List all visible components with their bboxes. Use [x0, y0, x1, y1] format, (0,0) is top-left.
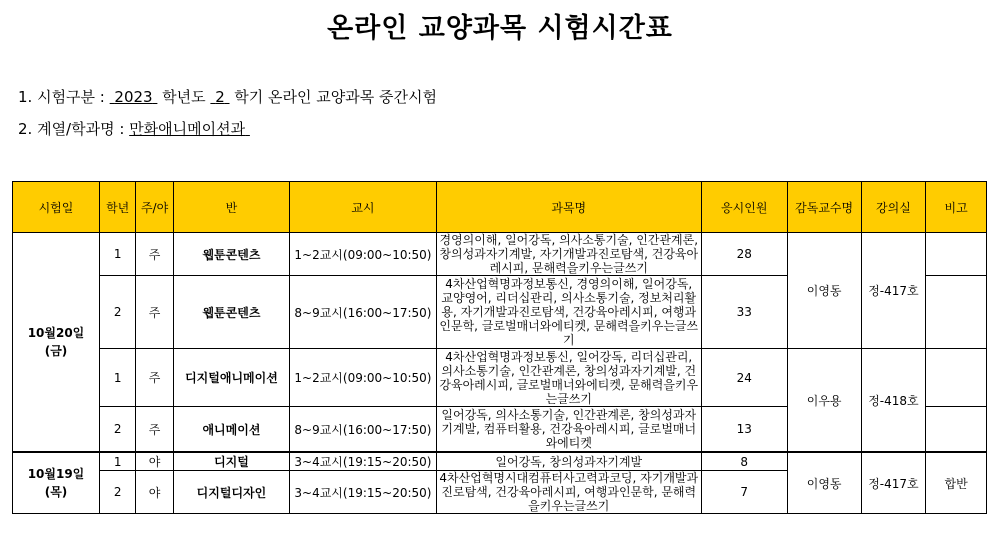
day-night-cell: 주: [136, 407, 173, 453]
period-cell: 3~4교시(19:15~20:50): [290, 452, 437, 471]
subjects-cell: 경영의이해, 일어강독, 의사소통기술, 인간관계론, 창의성과자기계발, 자기개발과진로탐색, 건강육아레시피, 문해력을키우는글쓰기: [436, 233, 701, 276]
period-cell: 1~2교시(09:00~10:50): [290, 233, 437, 276]
day-night-cell: 주: [136, 349, 173, 407]
department-name: 만화애니메이션과: [129, 120, 246, 138]
header-subjects: 과목명: [436, 182, 701, 233]
subjects-cell: 일어강독, 창의성과자기계발: [436, 452, 701, 471]
exam-type-line: [18, 86, 437, 107]
exam-year-suffix: 학년도: [157, 88, 211, 106]
subjects-cell: 4차산업혁명과정보통신, 경영의이해, 일어강독, 교양영어, 리더십관리, 의사소통기술, 정보처리활용, 자기개발과진로탐색, 건강육아레시피, 여행과인문학, 글로벌매너와에티켓, 문해력을키우는글쓰기: [436, 276, 701, 349]
period-cell: 1~2교시(09:00~10:50): [290, 349, 437, 407]
department-line: [18, 118, 250, 139]
grade-cell: 1: [99, 349, 135, 407]
class-cell: 웹툰콘텐츠: [173, 233, 289, 276]
count-cell: 24: [701, 349, 787, 407]
exam-type-label: 1. 시험구분 :: [18, 88, 110, 106]
room-cell: 정-417호: [861, 233, 926, 349]
note-cell: [926, 407, 987, 453]
note-cell: [926, 276, 987, 349]
class-cell: 디지털디자인: [173, 471, 289, 514]
proctor-cell: 이영동: [787, 233, 861, 349]
page-title: 온라인 교양과목 시험시간표: [327, 13, 673, 44]
grade-cell: 2: [99, 471, 135, 514]
subjects-cell: 4차산업혁명시대컴퓨터사고력과코딩, 자기개발과진로탐색, 건강육아레시피, 여행과인문학, 문해력을키우는글쓰기: [436, 471, 701, 514]
header-period: 교시: [290, 182, 437, 233]
exam-date-cell: 10월20일 (금): [13, 233, 100, 453]
proctor-cell: 이영동: [787, 452, 861, 514]
department-label: 2. 계열/학과명 :: [18, 120, 130, 138]
header-grade: 학년: [99, 182, 135, 233]
count-cell: 33: [701, 276, 787, 349]
proctor-cell: 이우용: [787, 349, 861, 453]
count-cell: 28: [701, 233, 787, 276]
room-cell: 정-418호: [861, 349, 926, 453]
table-row: [13, 233, 987, 276]
exam-schedule-table: [12, 181, 987, 514]
grade-cell: 2: [99, 407, 135, 453]
count-cell: 8: [701, 452, 787, 471]
period-cell: 3~4교시(19:15~20:50): [290, 471, 437, 514]
exam-type-suffix: 학기 온라인 교양과목 중간시험: [229, 88, 437, 106]
grade-cell: 2: [99, 276, 135, 349]
exam-date-cell: 10월19일 (목): [13, 452, 100, 514]
class-cell: 디지털애니메이션: [173, 349, 289, 407]
table-row: [13, 349, 987, 407]
day-night-cell: 야: [136, 471, 173, 514]
subjects-cell: 4차산업혁명과정보통신, 일어강독, 리더십관리, 의사소통기술, 인간관계론, 창의성과자기계발, 건강육아레시피, 글로벌매너와에티켓, 문해력을키우는글쓰기: [436, 349, 701, 407]
note-cell: 합반: [926, 452, 987, 514]
exam-semester: 2: [215, 88, 225, 106]
day-night-cell: 주: [136, 276, 173, 349]
header-day-night: 주/야: [136, 182, 173, 233]
grade-cell: 1: [99, 233, 135, 276]
header-proctor: 감독교수명: [787, 182, 861, 233]
header-room: 강의실: [861, 182, 926, 233]
period-cell: 8~9교시(16:00~17:50): [290, 407, 437, 453]
exam-year: 2023: [114, 88, 153, 106]
count-cell: 7: [701, 471, 787, 514]
subjects-cell: 일어강독, 의사소통기술, 인간관계론, 창의성과자기계발, 컴퓨터활용, 건강육아레시피, 글로벌매너와에티켓: [436, 407, 701, 453]
table-header-row: [13, 182, 987, 233]
class-cell: 애니메이션: [173, 407, 289, 453]
class-cell: 웹툰콘텐츠: [173, 276, 289, 349]
period-cell: 8~9교시(16:00~17:50): [290, 276, 437, 349]
room-cell: 정-417호: [861, 452, 926, 514]
header-count: 응시인원: [701, 182, 787, 233]
header-class: 반: [173, 182, 289, 233]
table-row: [13, 452, 987, 471]
note-cell: [926, 349, 987, 407]
count-cell: 13: [701, 407, 787, 453]
grade-cell: 1: [99, 452, 135, 471]
class-cell: 디지털: [173, 452, 289, 471]
note-cell: [926, 233, 987, 276]
header-date: 시험일: [13, 182, 100, 233]
day-night-cell: 주: [136, 233, 173, 276]
header-note: 비고: [926, 182, 987, 233]
day-night-cell: 야: [136, 452, 173, 471]
